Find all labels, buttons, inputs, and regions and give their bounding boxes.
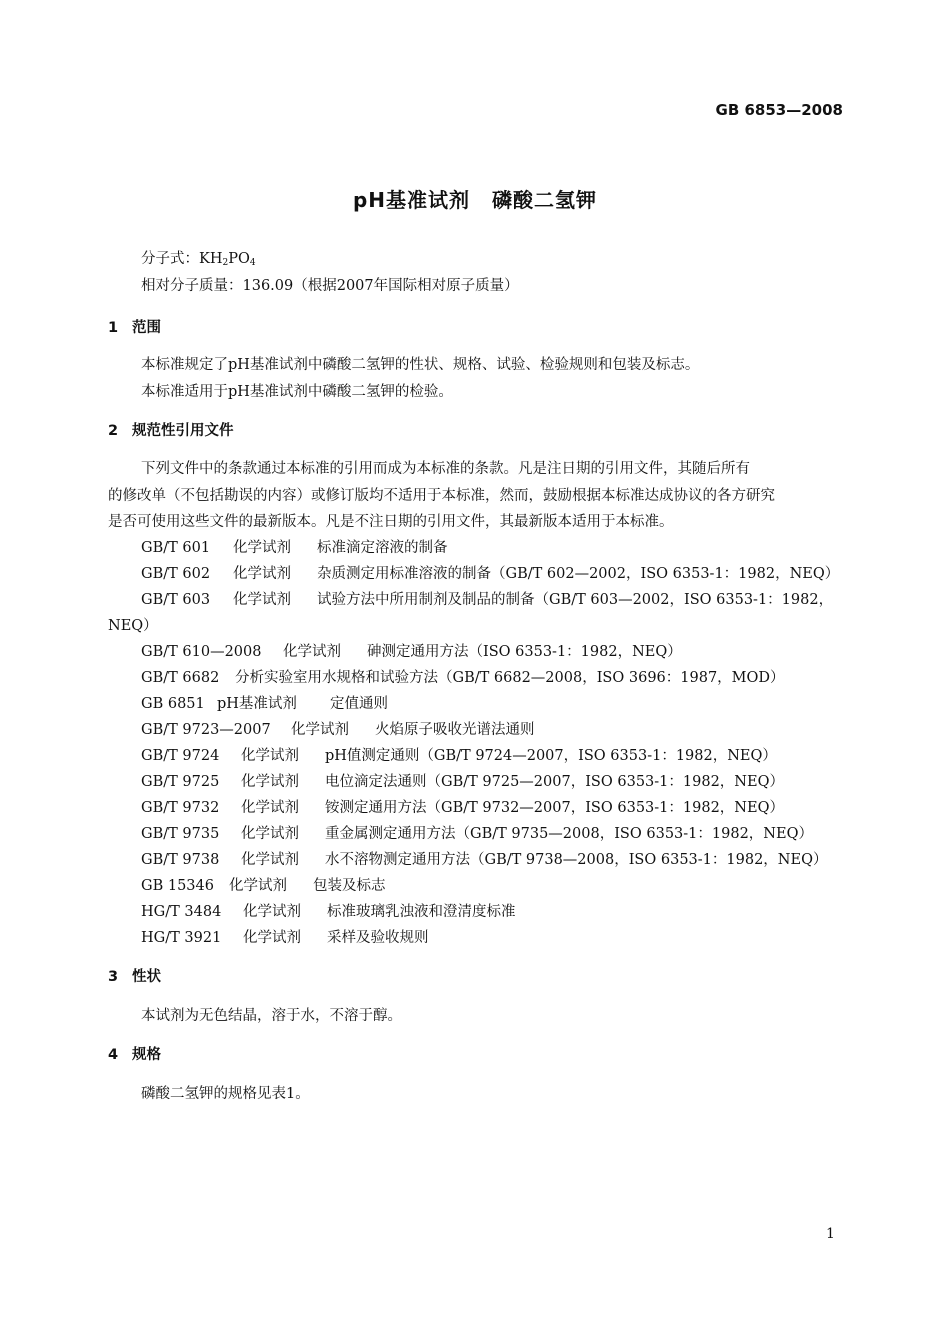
reference-item [141,874,386,895]
reference-code: GB/T 601 [141,540,211,556]
molecular-formula [141,247,256,268]
reference-title: 标准玻璃乳浊液和澄清度标准 [327,904,516,920]
formula-h-subscript: 2 [222,258,229,268]
reference-code: GB/T 9725 [141,774,220,790]
reference-category: 化学试剂 [233,540,291,556]
formula-o-subscript: 4 [249,258,256,268]
formula-po: PO [228,251,250,267]
reference-title: 采样及验收规则 [327,930,429,946]
reference-category: 化学试剂 [233,592,291,608]
reference-item [141,926,429,947]
title-part-1: pH基准试剂 [352,188,471,212]
reference-title: 杂质测定用标准溶液的制备（GB/T 602—2002，ISO 6353-1：1982，NEQ） [317,566,840,582]
section-number: 3 [108,969,119,985]
reference-item [141,588,833,609]
page-title [0,184,950,213]
reference-category: 化学试剂 [241,852,299,868]
reference-code: GB/T 603 [141,592,211,608]
formula-k: K [199,251,210,267]
section-2-intro-line-1: 下列文件中的条款通过本标准的引用而成为本标准的条款。凡是注日期的引用文件，其随后所有 [141,461,750,477]
reference-category: 化学试剂 [229,878,287,894]
reference-code: GB/T 9723—2007 [141,722,271,738]
section-title: 范围 [132,320,161,336]
reference-code: GB/T 9724 [141,748,220,764]
relative-molecular-mass: 相对分子质量：136.09（根据2007年国际相对原子质量） [141,278,519,294]
reference-category: 化学试剂 [243,904,301,920]
section-number: 4 [108,1047,119,1063]
reference-code: GB/T 602 [141,566,211,582]
section-1-paragraph-2: 本标准适用于pH基准试剂中磷酸二氢钾的检验。 [141,384,453,400]
standard-code: GB 6853—2008 [715,101,843,119]
section-number: 1 [108,320,119,336]
section-title: 规范性引用文件 [132,423,234,439]
section-3-heading [108,965,161,986]
section-title: 性状 [132,969,161,985]
reference-item [141,640,682,661]
reference-category: 化学试剂 [241,748,299,764]
section-number: 2 [108,423,119,439]
reference-item [141,744,777,765]
reference-category: 化学试剂 [283,644,341,660]
section-3-paragraph-1: 本试剂为无色结晶，溶于水，不溶于醇。 [141,1008,402,1024]
section-4-paragraph-1: 磷酸二氢钾的规格见表1。 [141,1086,310,1102]
reference-title: 包装及标志 [313,878,386,894]
reference-title: 砷测定通用方法（ISO 6353-1：1982，NEQ） [367,644,682,660]
reference-item [141,770,784,791]
reference-title: 水不溶物测定通用方法（GB/T 9738—2008，ISO 6353-1：1982，NEQ） [325,852,828,868]
reference-item [141,822,813,843]
section-2-heading [108,419,234,440]
reference-code: GB 15346 [141,878,214,894]
reference-title: 铵测定通用方法（GB/T 9732—2007，ISO 6353-1：1982，NEQ） [325,800,784,816]
reference-code: HG/T 3921 [141,930,222,946]
reference-code: GB/T 9738 [141,852,220,868]
reference-item [141,562,839,583]
reference-title: 火焰原子吸收光谱法通则 [375,722,535,738]
reference-code: GB 6851 [141,696,205,712]
section-title: 规格 [132,1047,161,1063]
reference-category: 化学试剂 [291,722,349,738]
reference-code: HG/T 3484 [141,904,222,920]
reference-item [141,536,448,557]
formula-label: 分子式： [141,251,199,267]
title-part-2: 磷酸二氢钾 [492,188,598,212]
reference-title: pH值测定通则（GB/T 9724—2007，ISO 6353-1：1982，NEQ） [325,748,777,764]
section-2-intro-line-2: 的修改单（不包括勘误的内容）或修订版均不适用于本标准，然而，鼓励根据本标准达成协议的各方研究 [108,488,775,504]
reference-category: 分析实验室用水规格和试验方法（GB/T 6682—2008，ISO 3696：1987，MOD） [235,670,785,686]
reference-title: 重金属测定通用方法（GB/T 9735—2008，ISO 6353-1：1982，NEQ） [325,826,813,842]
reference-category: 化学试剂 [243,930,301,946]
formula-h: H [209,251,223,267]
reference-title: 试验方法中所用制剂及制品的制备（GB/T 603—2002，ISO 6353-1：1982， [317,592,834,608]
reference-wrap-line: NEQ） [108,618,158,634]
reference-item [141,692,388,713]
reference-code: GB/T 9732 [141,800,220,816]
reference-code: GB/T 610—2008 [141,644,262,660]
reference-code: GB/T 9735 [141,826,220,842]
reference-category: 化学试剂 [241,800,299,816]
section-1-heading [108,316,161,337]
reference-item [141,718,535,739]
reference-item [141,848,827,869]
reference-item [141,796,784,817]
reference-item [141,666,785,687]
reference-title: 标准滴定溶液的制备 [317,540,448,556]
reference-category: pH基准试剂 [217,696,297,712]
reference-item [141,900,516,921]
reference-category: 化学试剂 [241,774,299,790]
reference-category: 化学试剂 [241,826,299,842]
section-4-heading [108,1043,161,1064]
reference-title: 电位滴定法通则（GB/T 9725—2007，ISO 6353-1：1982，NEQ） [325,774,784,790]
section-2-intro-line-3: 是否可使用这些文件的最新版本。凡是不注日期的引用文件，其最新版本适用于本标准。 [108,514,674,530]
reference-category: 化学试剂 [233,566,291,582]
page-number: 1 [826,1226,835,1242]
reference-code: GB/T 6682 [141,670,220,686]
reference-title: 定值通则 [330,696,388,712]
section-1-paragraph-1: 本标准规定了pH基准试剂中磷酸二氢钾的性状、规格、试验、检验规则和包装及标志。 [141,357,700,373]
